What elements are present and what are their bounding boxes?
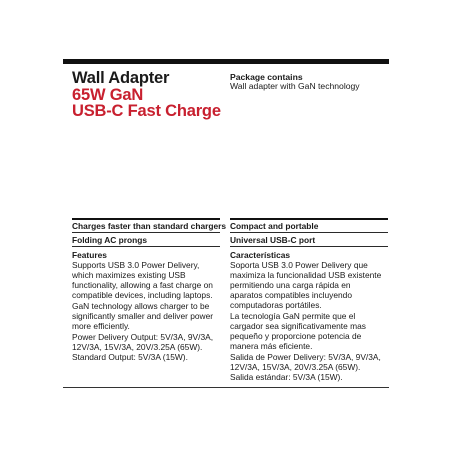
highlight-right-2: Universal USB-C port xyxy=(230,235,316,245)
package-text: Wall adapter with GaN technology xyxy=(230,81,360,91)
features-paragraph-1: Supports USB 3.0 Power Delivery, which maximizes existing USB functionality, allowing a fast charge on compatible devices, including laptops. xyxy=(72,259,213,300)
bottom-rule xyxy=(63,387,389,388)
highlight-left-1: Charges faster than standard chargers xyxy=(72,221,227,231)
product-title xyxy=(72,70,222,120)
divider-left-1 xyxy=(72,218,220,220)
divider-right-1 xyxy=(230,218,388,220)
title-line-1: Wall Adapter xyxy=(72,69,170,87)
highlight-right-1: Compact and portable xyxy=(230,221,319,231)
features-paragraph-2: GaN technology allows charger to be significantly smaller and deliver power more efficiently. xyxy=(72,301,214,331)
divider-left-2 xyxy=(72,232,220,233)
caracteristicas-paragraph-1: Soporta USB 3.0 Power Delivery que maximiza la funcionalidad USB existente permitiendo una carga rápida en aparatos compatibles incluyendo computadoras portátiles. xyxy=(230,259,382,310)
package-heading: Package contains xyxy=(230,72,303,82)
features-paragraph-3: Power Delivery Output: 5V/3A, 9V/3A, 12V/3A, 15V/3A, 20V/3.25A (65W). Standard Output: 5V/3A (15W). xyxy=(72,332,214,363)
caracteristicas-heading: Características xyxy=(230,250,291,260)
divider-right-3 xyxy=(230,246,388,247)
title-line-3: USB-C Fast Charge xyxy=(72,102,221,120)
features-heading: Features xyxy=(72,250,107,260)
features-spanish xyxy=(230,251,382,384)
divider-left-3 xyxy=(72,246,220,247)
features-english xyxy=(72,251,222,364)
highlight-left-2: Folding AC prongs xyxy=(72,235,148,245)
caracteristicas-paragraph-2: La tecnología GaN permite que el cargador sea significativamente mas pequeño y proporcione potencia de manera más eficiente. xyxy=(230,310,366,351)
divider-right-2 xyxy=(230,232,388,233)
title-line-2: 65W GaN xyxy=(72,85,144,104)
caracteristicas-paragraph-3: Salida de Power Delivery: 5V/3A, 9V/3A, 12V/3A, 15V/3A, 20V/3.25A (65W). Salida estándar: 5V/3A (15W). xyxy=(230,352,381,382)
top-rule xyxy=(63,59,389,64)
